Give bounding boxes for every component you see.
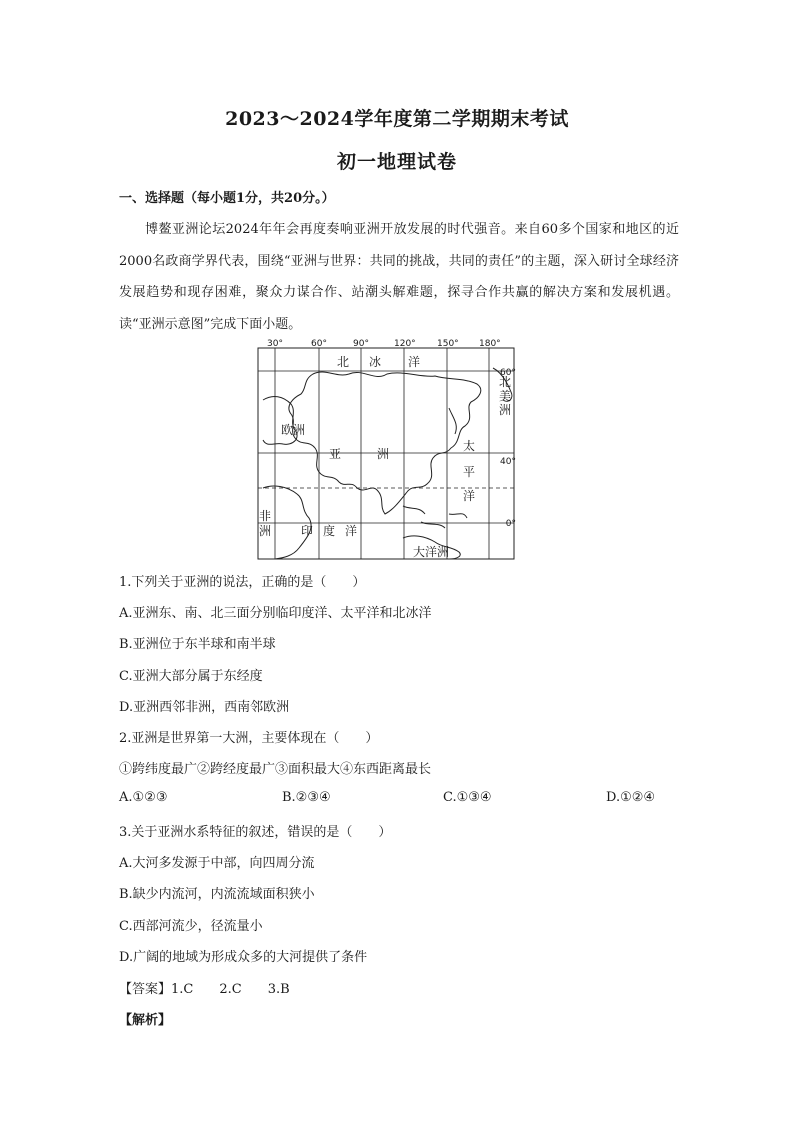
label-asia-2: 洲 [377,447,390,461]
exam-subtitle: 初一地理试卷 [336,151,457,173]
lon-label-60: 60° [311,339,327,349]
lat-label-60: 60° [500,368,516,378]
lon-label-30: 30° [267,339,283,349]
label-arctic-2: 冰 [369,355,382,369]
label-africa-1: 非 [259,509,272,523]
question-1-option-a: A.亚洲东、南、北三面分别临印度洋、太平洋和北冰洋 [119,606,432,621]
exam-title: 2023～2024学年度第二学期期末考试 [225,108,569,130]
label-indian-1: 印 [301,524,314,538]
question-1-option-b: B.亚洲位于东半球和南半球 [119,637,276,652]
label-indian-2: 度 [323,524,336,538]
question-2-stem: 2.亚洲是世界第一大洲，主要体现在（ ） [119,731,379,746]
answer-key: 【答案】1.C 2.C 3.B [119,982,290,997]
label-asia-1: 亚 [329,447,342,461]
lon-label-90: 90° [353,339,369,349]
question-1-option-c: C.亚洲大部分属于东经度 [119,669,263,684]
label-europe: 欧洲 [281,423,306,437]
question-1-option-d: D.亚洲西邻非洲，西南邻欧洲 [119,700,290,715]
question-3-stem: 3.关于亚洲水系特征的叙述，错误的是（ ） [119,825,392,840]
passage-text: 博鳌亚洲论坛2024年年会再度奏响亚洲开放发展的时代强音。来自60多个国家和地区的近2000名政商学界代表，围绕“亚洲与世界：共同的挑战，共同的责任”的主题，深入研讨全球经济发展趋势和现存困难，聚众力谋合作、站潮头解难题，探寻合作共赢的解决方案和发展机遇。读“亚洲示意图”完成下面小题。 [119,222,679,332]
section-heading: 一、选择题（每小题1分，共20分。） [119,191,335,206]
label-oceania: 大洋洲 [413,545,450,559]
lon-label-120: 120° [394,339,416,349]
question-2-note: ①跨纬度最广②跨经度最广③面积最大④东西距离最长 [119,762,432,777]
label-pacific-3: 洋 [463,489,476,503]
question-2-option-d: D.①②④ [606,790,656,805]
question-2-option-a: A.①②③ [119,790,168,805]
question-2-option-b: B.②③④ [282,790,331,805]
asia-map [253,338,517,560]
lon-label-180: 180° [479,339,501,349]
question-3-option-d: D.广阔的地域为形成众多的大河提供了条件 [119,950,368,965]
label-pacific-2: 平 [463,465,476,479]
question-1-stem: 1.下列关于亚洲的说法，正确的是（ ） [119,575,366,590]
label-indian-3: 洋 [345,524,358,538]
question-3-option-a: A.大河多发源于中部，向四周分流 [119,856,315,871]
lat-label-40: 40° [500,457,516,467]
lon-label-150: 150° [437,339,459,349]
label-arctic-1: 北 [337,355,350,369]
label-na-2: 美 [499,389,512,403]
lat-label-0: 0° [505,519,516,529]
question-2-option-c: C.①③④ [443,790,492,805]
label-pacific-1: 太 [463,439,476,453]
label-arctic-3: 洋 [408,355,421,369]
label-africa-2: 洲 [259,524,272,538]
asia-map-figure [253,338,517,560]
question-3-option-b: B.缺少内流河，内流流域面积狭小 [119,887,315,902]
label-na-1: 北 [499,375,512,389]
analysis-heading: 【解析】 [119,1013,172,1028]
question-3-option-c: C.西部河流少，径流量小 [119,919,263,934]
label-na-3: 洲 [499,403,512,417]
